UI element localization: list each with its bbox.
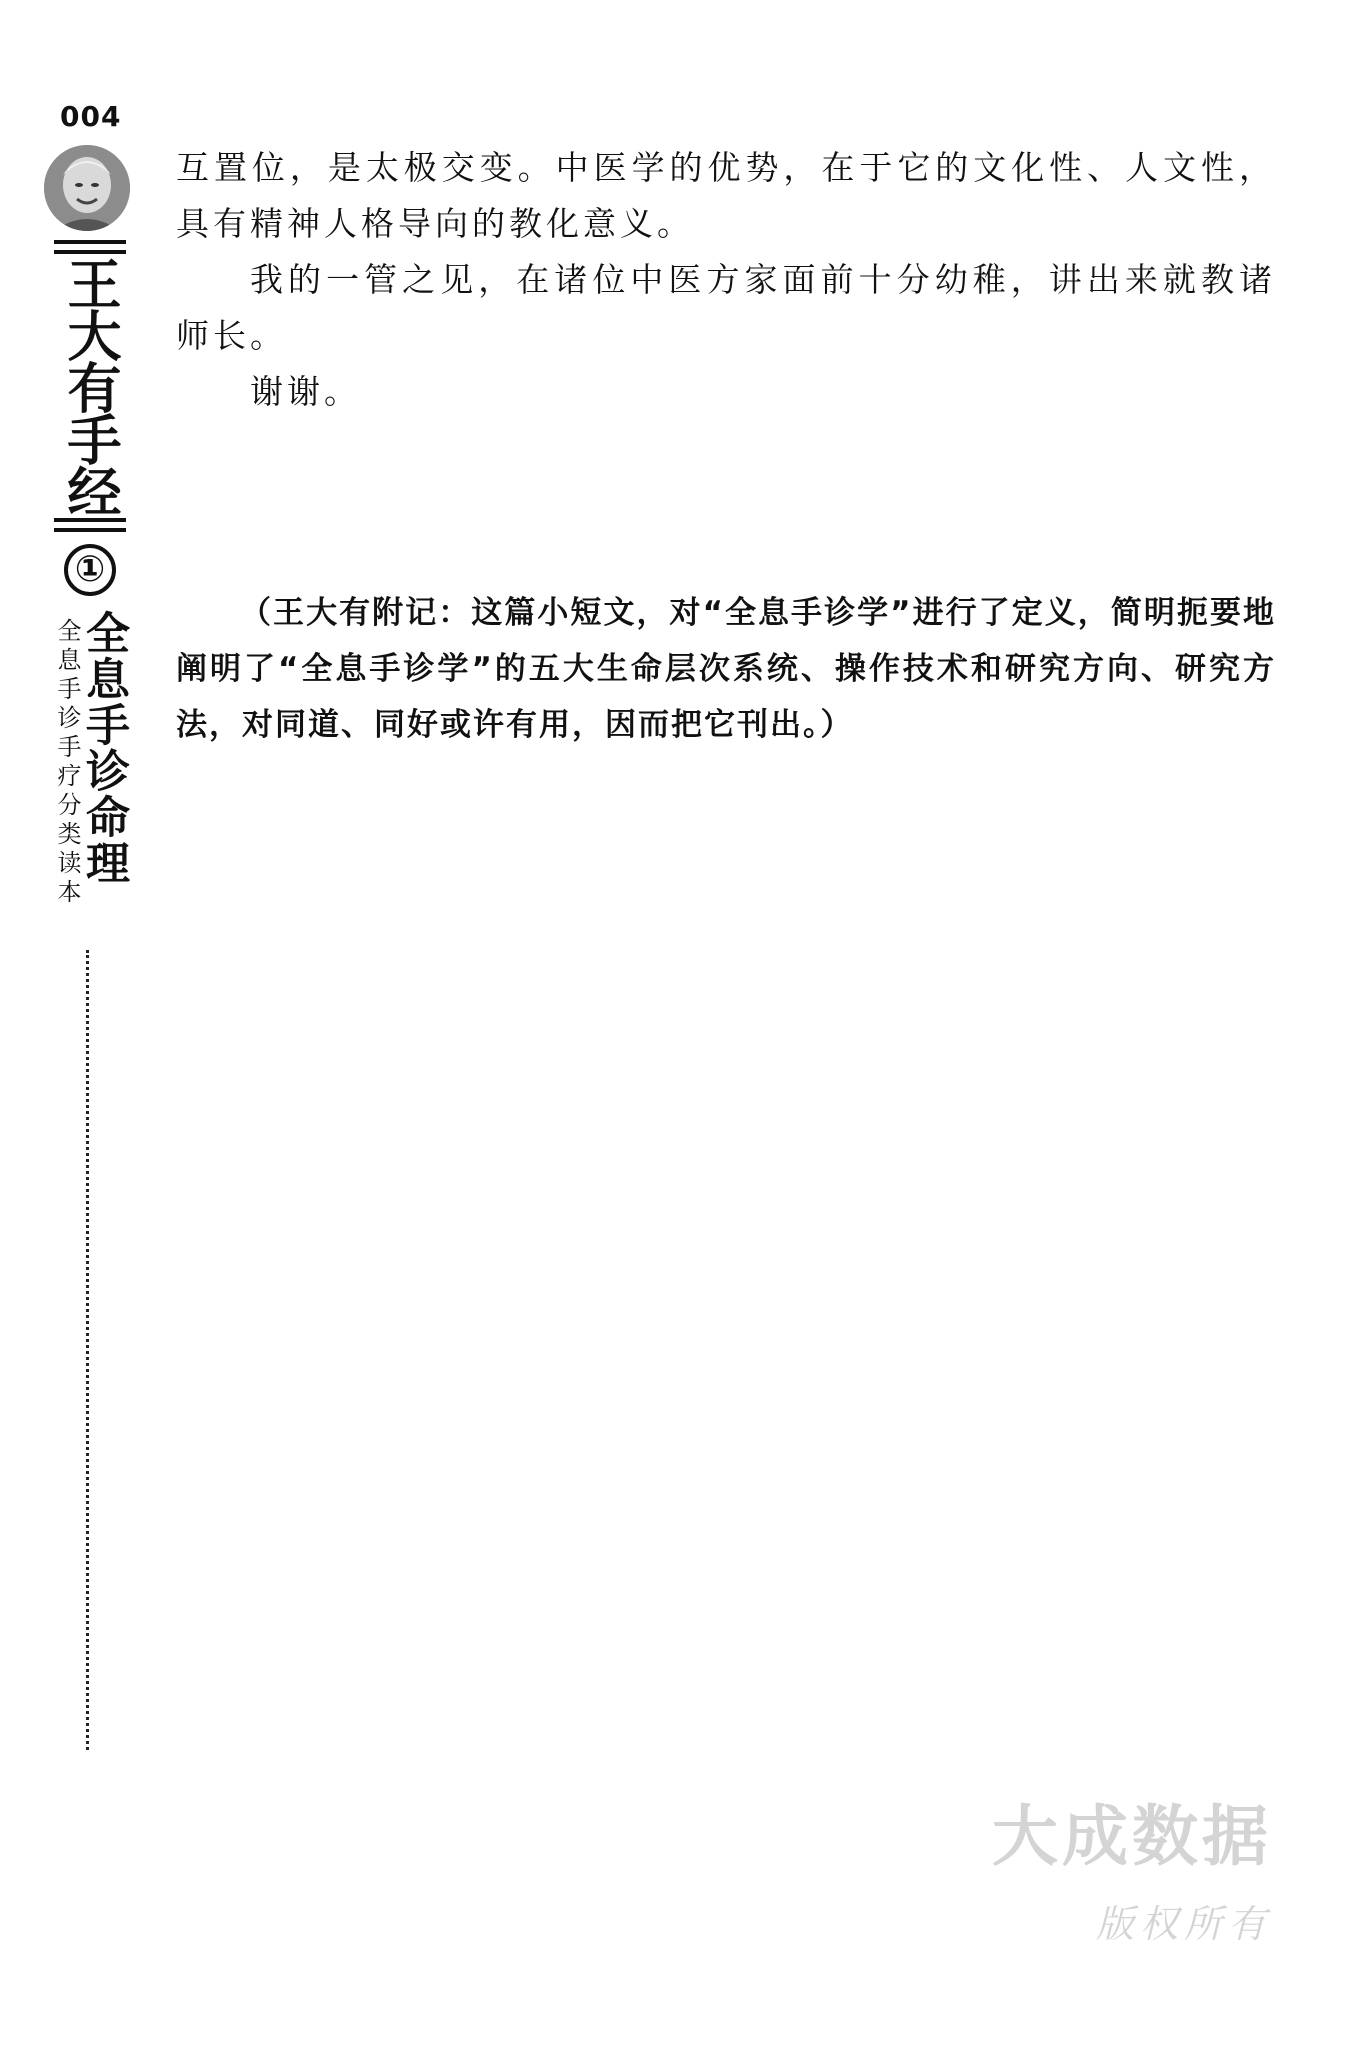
author-note: （王大有附记：这篇小短文，对“全息手诊学”进行了定义，简明扼要地阐明了“全息手诊学”的五大生命层次系统、操作技术和研究方向、研究方法，对同道、同好或许有用，因而把它刊出。）	[176, 595, 1276, 743]
volume-title: 全息手诊命理	[78, 610, 129, 886]
portrait-icon	[44, 145, 130, 231]
series-subtitle: 全息手诊手疗分类读本	[53, 618, 81, 908]
author-portrait	[44, 145, 130, 231]
title-bracket-bottom	[54, 518, 126, 532]
volume-subtitle-block	[53, 610, 129, 908]
paragraph: 我的一管之见，在诸位中医方家面前十分幼稚，讲出来就教诸师长。	[176, 260, 1276, 355]
margin-dotted-rule	[86, 950, 89, 1750]
paragraph: 互置位，是太极交变。中医学的优势，在于它的文化性、人文性，具有精神人格导向的教化意义。	[176, 148, 1276, 243]
series-title: 王大有手经	[59, 256, 122, 516]
series-sidebar	[50, 240, 130, 908]
page-number: 004	[60, 100, 122, 133]
volume-number	[64, 544, 116, 596]
body-text	[176, 140, 1276, 420]
watermark	[992, 1797, 1272, 1948]
volume-number-text: ①	[74, 549, 106, 590]
watermark-sub: 版权所有	[1095, 1901, 1272, 1946]
title-bracket-top	[54, 240, 126, 254]
paragraph: 谢谢。	[250, 372, 361, 411]
watermark-main: 大成数据	[992, 1797, 1272, 1875]
